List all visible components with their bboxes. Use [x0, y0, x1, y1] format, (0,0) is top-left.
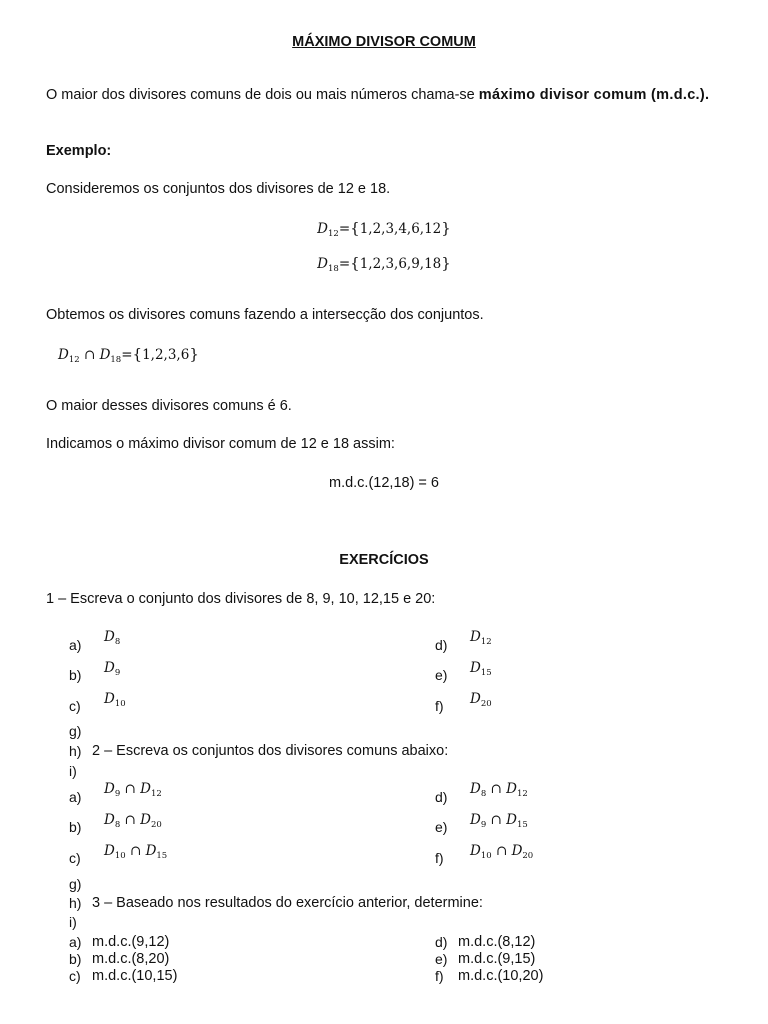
ex1-item-label: b) — [69, 667, 82, 683]
set-d18: $D_{18}=\{1,2,3,6,9,18\}$ — [317, 254, 451, 274]
intro-paragraph — [46, 86, 730, 105]
intersection-elements: 1,2,3,6 — [142, 347, 190, 363]
greatest-text: O maior desses divisores comuns é 6. — [46, 398, 292, 414]
ex3-item-label: c) — [69, 968, 81, 984]
example-heading: Exemplo: — [46, 143, 112, 159]
intersection-expression: $D_{12}$ ∩ $D_{18}=\{1,2,3,6\}$ — [58, 345, 199, 365]
ex1-item-label: e) — [435, 667, 448, 683]
ex1-item-set: $D_{15}$ — [470, 660, 492, 678]
ex1-item-label: d) — [435, 637, 448, 653]
set-d12: $D_{12}=\{1,2,3,4,6,12\}$ — [317, 219, 451, 239]
ex2-item-expr: $D_{10}$ ∩ $D_{20}$ — [470, 843, 534, 861]
ex3-item-label: f) — [435, 968, 444, 984]
ex1-prompt: 1 – Escreva o conjunto dos divisores de 8, 9, 10, 12,15 e 20: — [46, 591, 436, 607]
ex1-trailing-label: h) — [69, 743, 82, 759]
ex3-item-text: m.d.c.(8,20) — [92, 951, 170, 967]
ex2-trailing-label: i) — [69, 914, 77, 930]
ex1-item-set: $D_8$ — [104, 629, 121, 647]
ex2-trailing-label: g) — [69, 876, 82, 892]
ex2-item-expr: $D_9$ ∩ $D_{15}$ — [470, 812, 528, 830]
intro-term: máximo divisor comum (m.d.c.). — [478, 87, 710, 103]
ex2-item-label: c) — [69, 850, 81, 866]
ex1-item-label: a) — [69, 637, 82, 653]
ex2-item-label: a) — [69, 789, 82, 805]
ex2-prompt: 2 – Escreva os conjuntos dos divisores comuns abaixo: — [92, 743, 449, 759]
intersection-text: Obtemos os divisores comuns fazendo a intersecção dos conjuntos. — [46, 307, 484, 323]
ex1-item-label: f) — [435, 698, 444, 714]
ex3-item-text: m.d.c.(9,12) — [92, 934, 170, 950]
ex1-item-set: $D_{20}$ — [470, 691, 492, 709]
intro-text: O maior dos divisores comuns de dois ou mais números chama-se — [46, 87, 475, 103]
ex1-item-label: c) — [69, 698, 81, 714]
ex2-item-expr: $D_8$ ∩ $D_{20}$ — [104, 812, 162, 830]
ex3-item-text: m.d.c.(8,12) — [458, 934, 536, 950]
ex2-item-label: e) — [435, 819, 448, 835]
ex1-trailing-label: g) — [69, 723, 82, 739]
exercises-heading: EXERCÍCIOS — [339, 552, 429, 568]
ex3-prompt: 3 – Baseado nos resultados do exercício anterior, determine: — [92, 895, 483, 911]
ex3-item-label: d) — [435, 934, 448, 950]
ex2-item-label: f) — [435, 850, 444, 866]
ex3-item-text: m.d.c.(9,15) — [458, 951, 536, 967]
ex2-item-expr: $D_{10}$ ∩ $D_{15}$ — [104, 843, 168, 861]
ex2-item-expr: $D_8$ ∩ $D_{12}$ — [470, 781, 528, 799]
ex2-item-expr: $D_9$ ∩ $D_{12}$ — [104, 781, 162, 799]
ex1-item-set: $D_{12}$ — [470, 629, 492, 647]
consider-text: Consideremos os conjuntos dos divisores de 12 e 18. — [46, 181, 391, 197]
page-title: MÁXIMO DIVISOR COMUM — [292, 34, 476, 50]
ex1-item-set: $D_{10}$ — [104, 691, 126, 709]
ex3-item-label: b) — [69, 951, 82, 967]
ex1-trailing-label: i) — [69, 763, 77, 779]
set-d12-elements: 1,2,3,4,6,12 — [359, 221, 442, 237]
set-d18-elements: 1,2,3,6,9,18 — [359, 256, 442, 272]
ex3-item-text: m.d.c.(10,20) — [458, 968, 544, 984]
indicate-text: Indicamos o máximo divisor comum de 12 e 18 assim: — [46, 436, 395, 452]
ex3-item-label: e) — [435, 951, 448, 967]
ex2-item-label: b) — [69, 819, 82, 835]
ex2-trailing-label: h) — [69, 895, 82, 911]
mdc-result: m.d.c.(12,18) = 6 — [328, 475, 439, 491]
ex2-item-label: d) — [435, 789, 448, 805]
ex3-item-label: a) — [69, 934, 82, 950]
ex3-item-text: m.d.c.(10,15) — [92, 968, 178, 984]
ex1-item-set: $D_9$ — [104, 660, 121, 678]
